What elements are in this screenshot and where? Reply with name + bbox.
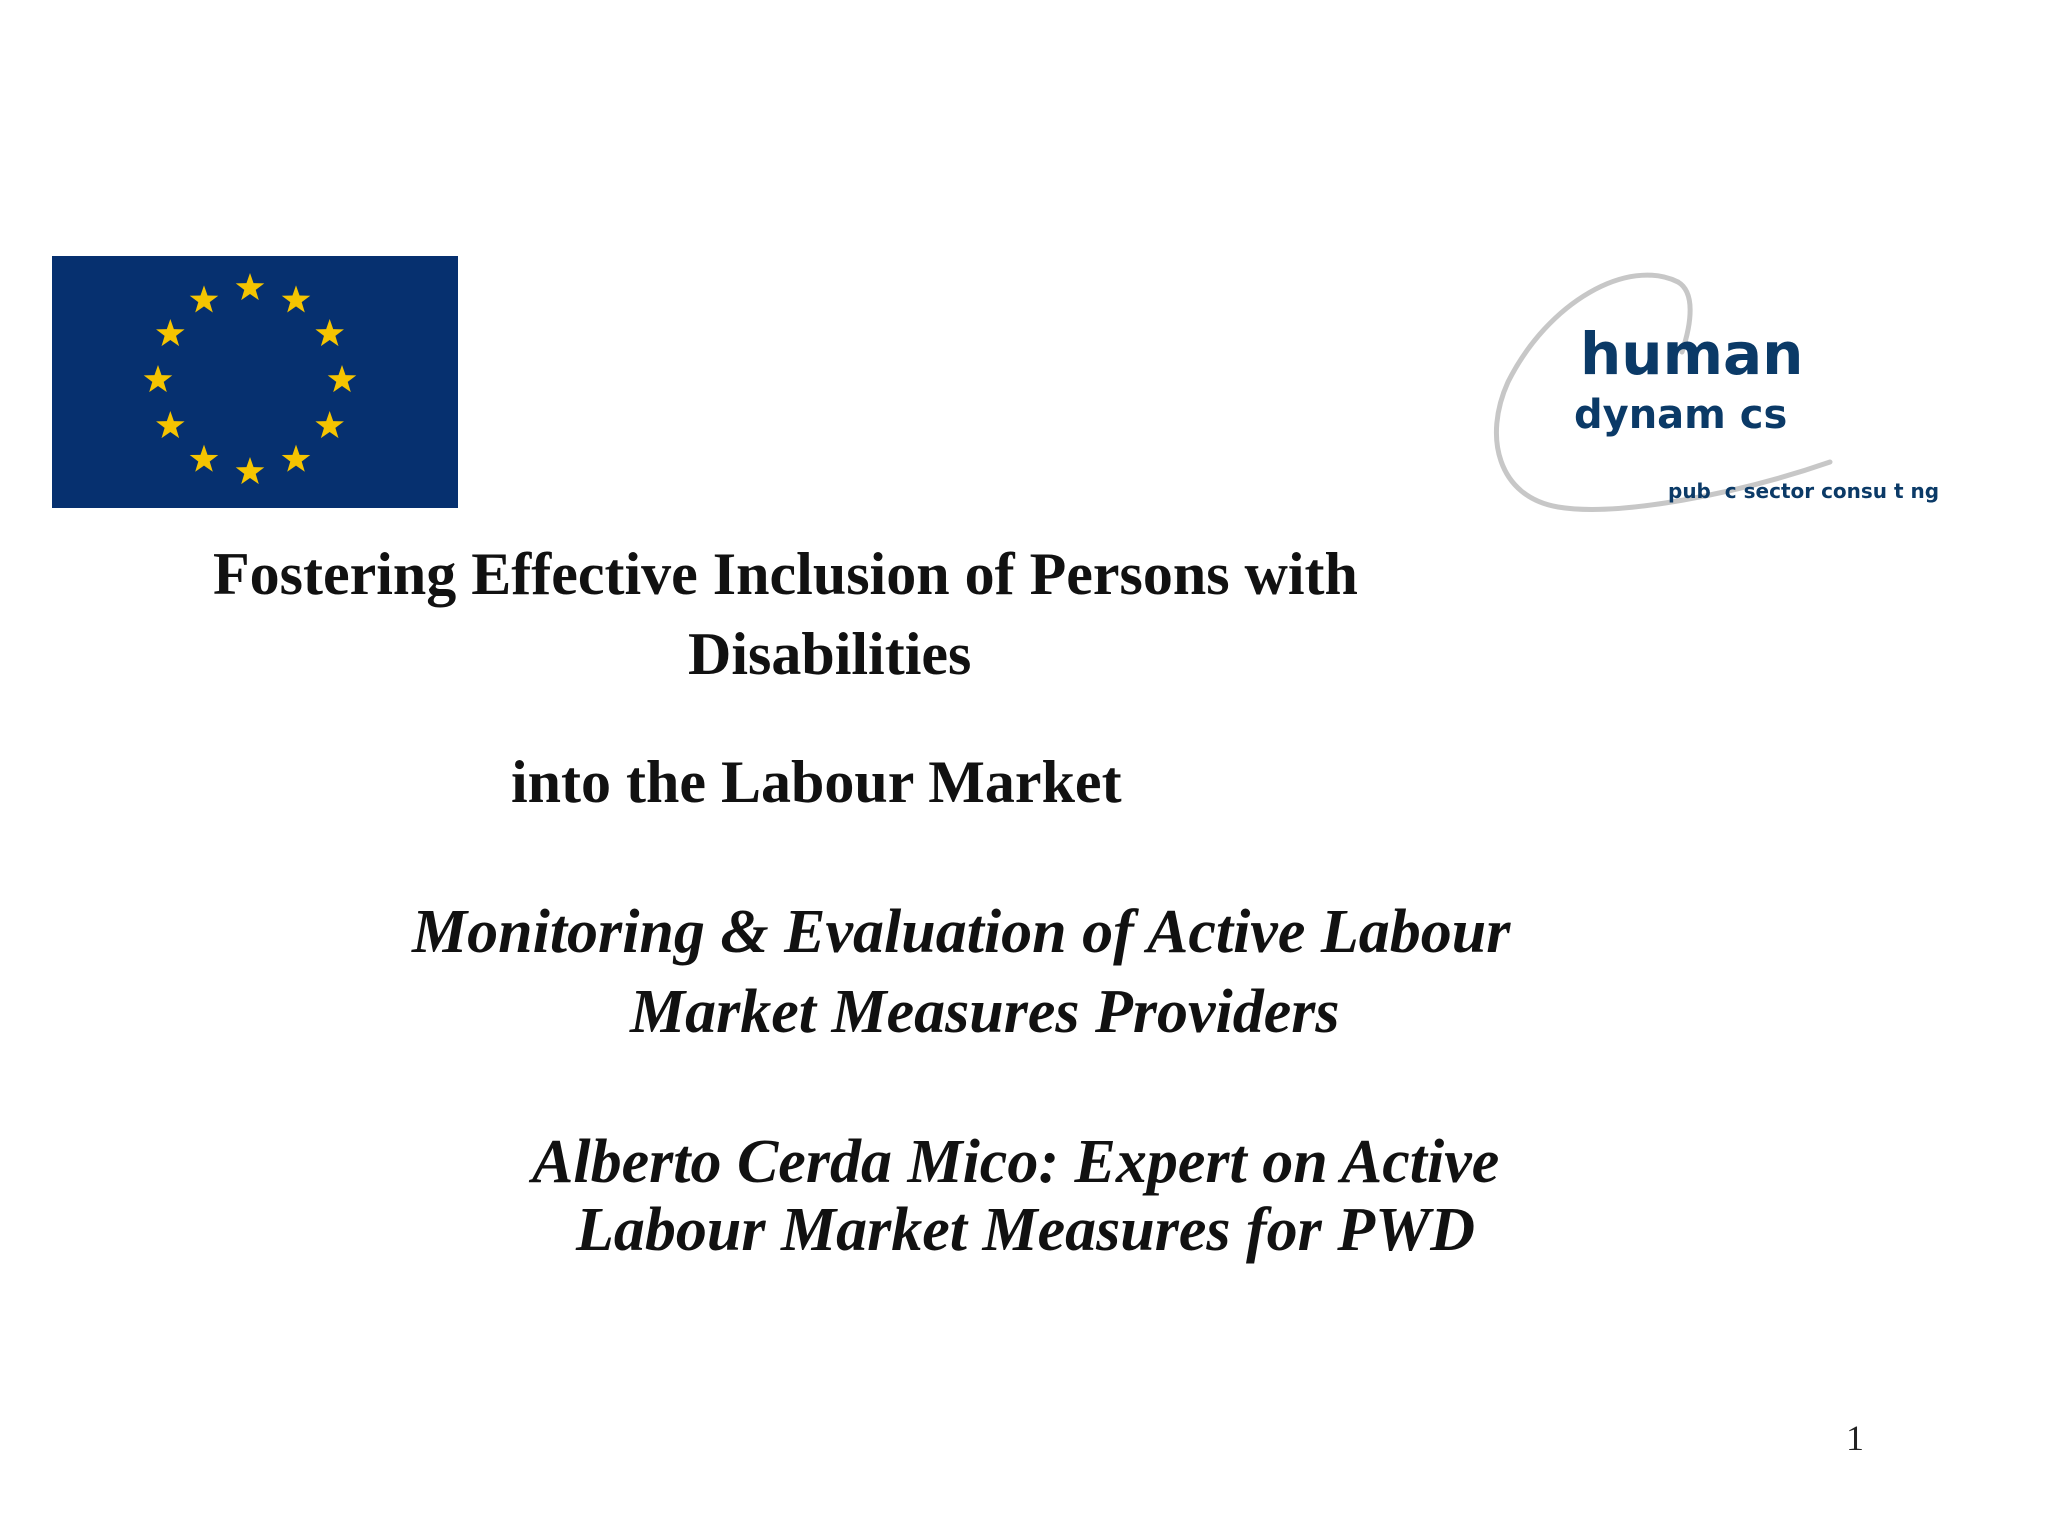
logo-tagline: pub c sector consu t ng	[1668, 479, 1940, 503]
title-line-2: Disabilities	[688, 621, 972, 687]
logo-word-dynamics: dynam cs	[1574, 392, 1788, 438]
human-dynamics-logo	[1488, 262, 1940, 524]
title-line-3: into the Labour Market	[511, 749, 1122, 815]
author-line-2: Labour Market Measures for PWD	[576, 1196, 1476, 1264]
author-line-1: Alberto Cerda Mico: Expert on Active	[532, 1128, 1500, 1196]
title-line-1: Fostering Effective Inclusion of Persons with	[213, 541, 1358, 607]
subtitle-line-1: Monitoring & Evaluation of Active Labour	[412, 898, 1511, 966]
eu-flag-icon	[52, 256, 458, 508]
logo-word-human: human	[1580, 320, 1804, 388]
subtitle-line-2: Market Measures Providers	[630, 978, 1340, 1046]
page-number: 1	[1846, 1418, 1864, 1458]
